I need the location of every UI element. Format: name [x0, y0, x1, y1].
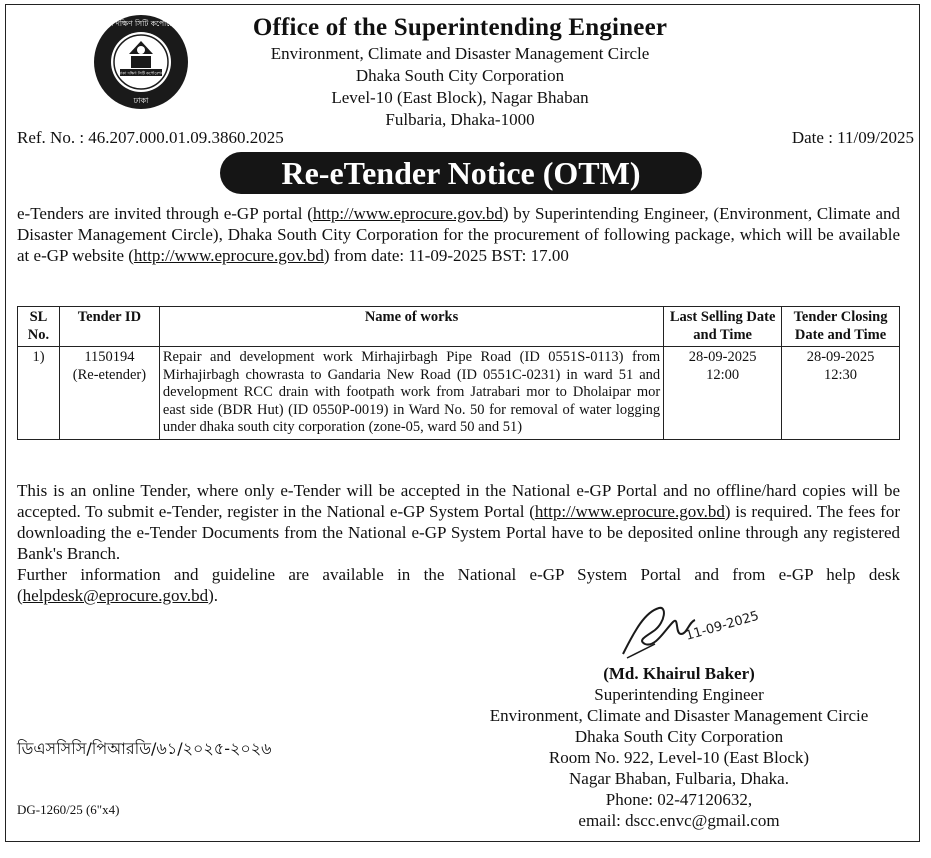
eprocure-link[interactable]: http://www.eprocure.gov.bd: [312, 204, 503, 223]
signatory-name: (Md. Khairul Baker): [603, 664, 755, 683]
col-closing: Tender Closing Date and Time: [782, 307, 900, 347]
table-row: [18, 347, 900, 440]
col-sl: SL No.: [18, 307, 60, 347]
col-last-selling: Last Selling Date and Time: [664, 307, 782, 347]
row-closing: 28-09-2025 12:30: [782, 347, 900, 440]
office-corporation: Dhaka South City Corporation: [355, 66, 565, 85]
signatory-room: Room No. 922, Level-10 (East Block): [548, 748, 810, 767]
row-sl: 1): [18, 347, 60, 440]
svg-text:ঢাকা: ঢাকা: [133, 96, 149, 105]
memo-number: ডিএসসিসি/পিআরডি/৬১/২০২৫-২০২৬: [17, 739, 272, 758]
signatory-corporation: Dhaka South City Corporation: [574, 727, 784, 746]
table-header-row: [18, 307, 900, 347]
tender-table: [17, 306, 900, 440]
signature-mark: [615, 600, 775, 664]
office-city: Fulbaria, Dhaka-1000: [385, 110, 535, 129]
signatory-phone: Phone: 02-47120632,: [605, 790, 753, 809]
dg-number: DG-1260/25 (6"x4): [17, 802, 120, 817]
svg-text:11-09-2025: 11-09-2025: [683, 608, 761, 644]
office-title: Office of the Superintending Engineer: [252, 14, 668, 41]
row-tender-id: 1150194 (Re-etender): [59, 347, 159, 440]
col-tender-id: Tender ID: [59, 307, 159, 347]
notice-banner: Re-eTender Notice (OTM): [220, 152, 702, 194]
signatory-circle: Environment, Climate and Disaster Management Circie: [489, 706, 869, 725]
eprocure-link-3[interactable]: http://www.eprocure.gov.bd: [534, 502, 725, 521]
reference-number: Ref. No. : 46.207.000.01.09.3860.2025: [17, 128, 284, 147]
signatory-title: Superintending Engineer: [594, 685, 764, 704]
intro-paragraph: e-Tenders are invited through e-GP portal (http://www.eprocure.gov.bd) by Superintending Engineer, (Environment, Climate and Disaster Management Circle), Dhaka South City Corporation for the procurement of following package, which will be available at e-GP website (http://www.eprocure.gov.bd) from date: 11-09-2025 BST: 17.00: [17, 204, 900, 265]
row-works: Repair and development work Mirhajirbagh Pipe Road (ID 0551S-0113) from Mirhajirbagh chowrasta to Gandaria New Road (ID 0551C-0231) in ward 51 and development RCC drain with footpath work from Jatrabari mor to Dholaipar mor east side (BDR Hut) (ID 0550P-0019) in Ward No. 50 for removal of water logging under dhaka south city corporation (zone-05, ward 50 and 51): [159, 347, 663, 440]
helpdesk-email-link[interactable]: helpdesk@eprocure.gov.bd: [22, 586, 209, 605]
signatory-email: email: dscc.envc@gmail.com: [578, 811, 780, 830]
notice-date: Date : 11/09/2025: [791, 128, 914, 147]
signatory-address: Nagar Bhaban, Fulbaria, Dhaka.: [569, 769, 789, 788]
dscc-seal-icon: [93, 14, 189, 110]
office-level: Level-10 (East Block), Nagar Bhaban: [331, 88, 589, 107]
row-last-selling: 28-09-2025 12:00: [664, 347, 782, 440]
svg-text:ঢাকা দক্ষিণ সিটি কর্পোরেশন: ঢাকা দক্ষিণ সিটি কর্পোরেশন: [99, 19, 183, 28]
body-paragraph: This is an online Tender, where only e-Tender will be accepted in the National e-GP Portal and no offline/hard copies will be accepted. To submit e-Tender, register in the National e-GP System Portal (http://www.eprocure.gov.bd) is required. The fees for downloading the e-Tender Documents from the National e-GP System Portal have to be deposited online through any registered Bank's Branch. Further information and guideline are available in the National e-GP System Portal and from e-GP help desk (helpdesk@eprocure.gov.bd).: [17, 481, 900, 605]
eprocure-link-2[interactable]: http://www.eprocure.gov.bd: [133, 246, 324, 265]
office-circle: Environment, Climate and Disaster Management Circle: [270, 44, 650, 63]
svg-text:ঢাকা দক্ষিণ সিটি কর্পোরেশন: ঢাকা দক্ষিণ সিটি কর্পোরেশন: [118, 70, 164, 76]
col-works: Name of works: [159, 307, 663, 347]
